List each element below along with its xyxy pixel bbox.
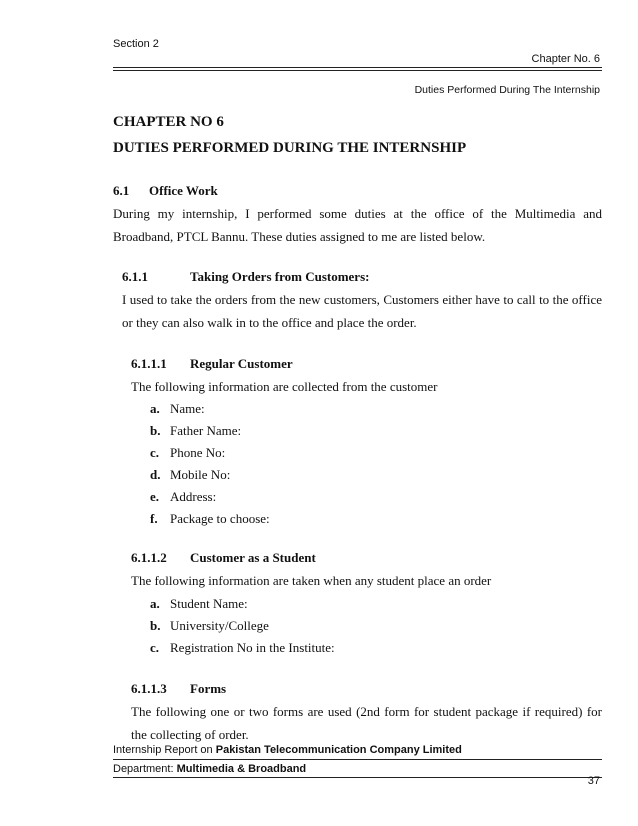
list-item: b. University/College [150,618,269,633]
section-number: 6.1.1 [122,269,148,284]
section-6-1-1-paragraph: I used to take the orders from the new customers, Customers either have to call to the office or they can also walk in to the office and place the order. [122,292,602,330]
list-item: c. Registration No in the Institute: [150,640,335,655]
section-6-1-1-3-paragraph: The following one or two forms are used (2nd form for student package if required) for the collecting of order. [131,704,602,742]
list-item: b. Father Name: [150,423,242,438]
header-subtitle: Duties Performed During The Internship [414,84,600,96]
section-title: Regular Customer [190,356,293,371]
page-number: 37 [587,775,600,787]
list-item: f. Package to choose: [150,511,270,526]
section-title: Taking Orders from Customers: [190,269,370,284]
section-title: Office Work [149,183,218,198]
section-number: 6.1.1.1 [131,356,167,371]
header-rule [113,67,602,68]
footer-department-line [113,763,306,775]
section-6-1-1-3-heading [131,681,226,697]
footer-company: Pakistan Telecommunication Company Limited [215,744,462,756]
list-item: c. Phone No: [150,445,226,460]
section-6-1-1-1-heading [131,356,293,372]
regular-customer-list [150,401,550,531]
list-item: d. Mobile No: [150,467,231,482]
section-title: Forms [190,681,227,696]
header-chapter: Chapter No. 6 [531,53,600,65]
section-number: 6.1.1.2 [131,550,167,565]
section-6-1-1-2-heading [131,550,316,566]
footer-report-line [113,744,462,756]
footer-department: Multimedia & Broadband [176,763,307,775]
footer-rule [113,759,602,760]
section-number: 6.1.1.3 [131,681,167,696]
header-section: Section 2 [113,38,159,50]
section-title: Customer as a Student [190,550,316,565]
list-item: a. Student Name: [150,596,248,611]
chapter-title: DUTIES PERFORMED DURING THE INTERNSHIP [113,140,467,156]
section-6-1-heading [113,183,218,199]
chapter-heading: CHAPTER NO 6 [113,114,224,130]
list-item: a. Name: [150,401,205,416]
footer-rule-bottom [113,777,602,778]
section-number: 6.1 [113,183,130,198]
section-6-1-1-2-intro: The following information are taken when any student place an order [131,573,492,588]
section-6-1-1-1-intro: The following information are collected from the customer [131,379,438,394]
footer-report-prefix: Internship Report on [113,744,216,756]
section-6-1-paragraph: During my internship, I performed some duties at the office of the Multimedia and Broadband, PTCL Bannu. These duties assigned to me are listed below. [113,206,602,244]
footer-dept-prefix: Department: [113,763,177,775]
student-customer-list [150,596,550,660]
list-item: e. Address: [150,489,217,504]
section-6-1-1-heading [122,269,369,285]
header-rule-double [113,70,602,71]
